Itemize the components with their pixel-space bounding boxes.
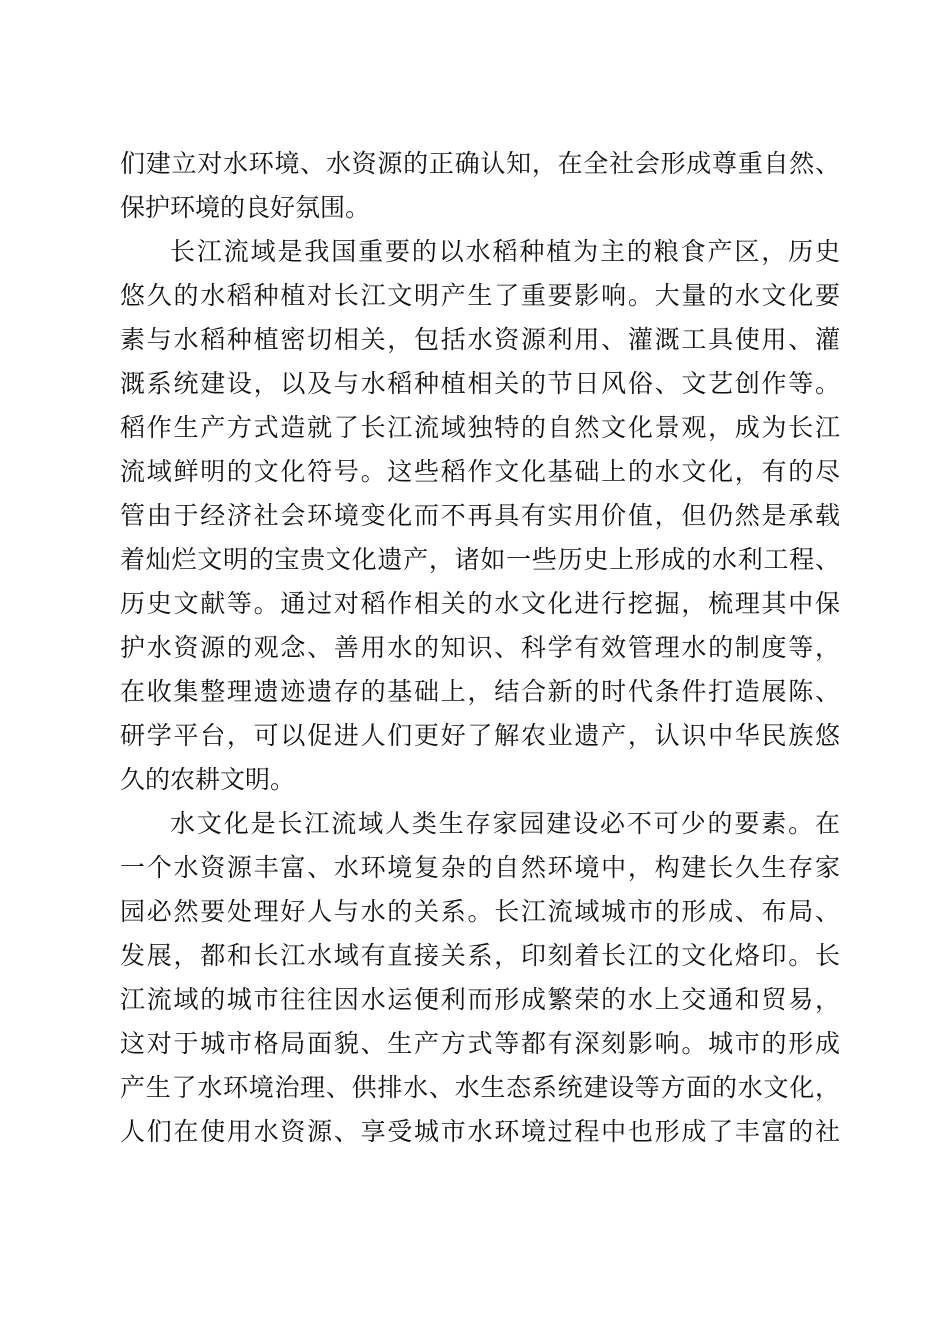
text-line: 流域鲜明的文化符号。这些稻作文化基础上的水文化，有的尽: [120, 457, 840, 486]
text-line: 园必然要处理好人与水的关系。长江流域城市的形成、布局、: [120, 897, 840, 926]
text-line: 素与水稻种植密切相关，包括水资源利用、灌溉工具使用、灌: [120, 325, 840, 354]
paragraph-first-line: 长江流域是我国重要的以水稻种植为主的粮食产区，历史: [170, 237, 840, 266]
text-line: 历史文献等。通过对稻作相关的水文化进行挖掘，梳理其中保: [120, 589, 840, 618]
text-line: 江流域的城市往往因水运便利而形成繁荣的水上交通和贸易，: [120, 985, 840, 1014]
text-line: 悠久的水稻种植对长江文明产生了重要影响。大量的水文化要: [120, 281, 840, 310]
text-line: 管由于经济社会环境变化而不再具有实用价值，但仍然是承载: [120, 501, 840, 530]
text-line: 护水资源的观念、善用水的知识、科学有效管理水的制度等，: [120, 633, 840, 662]
text-line: 人们在使用水资源、享受城市水环境过程中也形成了丰富的社: [120, 1117, 840, 1146]
text-line: 发展，都和长江水域有直接关系，印刻着长江的文化烙印。长: [120, 941, 840, 970]
text-line: 稻作生产方式造就了长江流域独特的自然文化景观，成为长江: [120, 413, 840, 442]
text-line: 研学平台，可以促进人们更好了解农业遗产，认识中华民族悠: [120, 721, 840, 750]
text-line: 这对于城市格局面貌、生产方式等都有深刻影响。城市的形成: [120, 1029, 840, 1058]
text-line: 溉系统建设，以及与水稻种植相关的节日风俗、文艺创作等。: [120, 369, 840, 398]
text-line: 产生了水环境治理、供排水、水生态系统建设等方面的水文化，: [120, 1073, 840, 1102]
text-line: 着灿烂文明的宝贵文化遗产，诸如一些历史上形成的水利工程、: [120, 545, 840, 574]
text-line: 一个水资源丰富、水环境复杂的自然环境中，构建长久生存家: [120, 853, 840, 882]
text-line: 久的农耕文明。: [120, 765, 296, 794]
text-line: 保护环境的良好氛围。: [120, 193, 371, 222]
text-line: 们建立对水环境、水资源的正确认知，在全社会形成尊重自然、: [120, 149, 840, 178]
text-line: 在收集整理遗迹遗存的基础上，结合新的时代条件打造展陈、: [120, 677, 840, 706]
paragraph-first-line: 水文化是长江流域人类生存家园建设必不可少的要素。在: [170, 809, 840, 838]
